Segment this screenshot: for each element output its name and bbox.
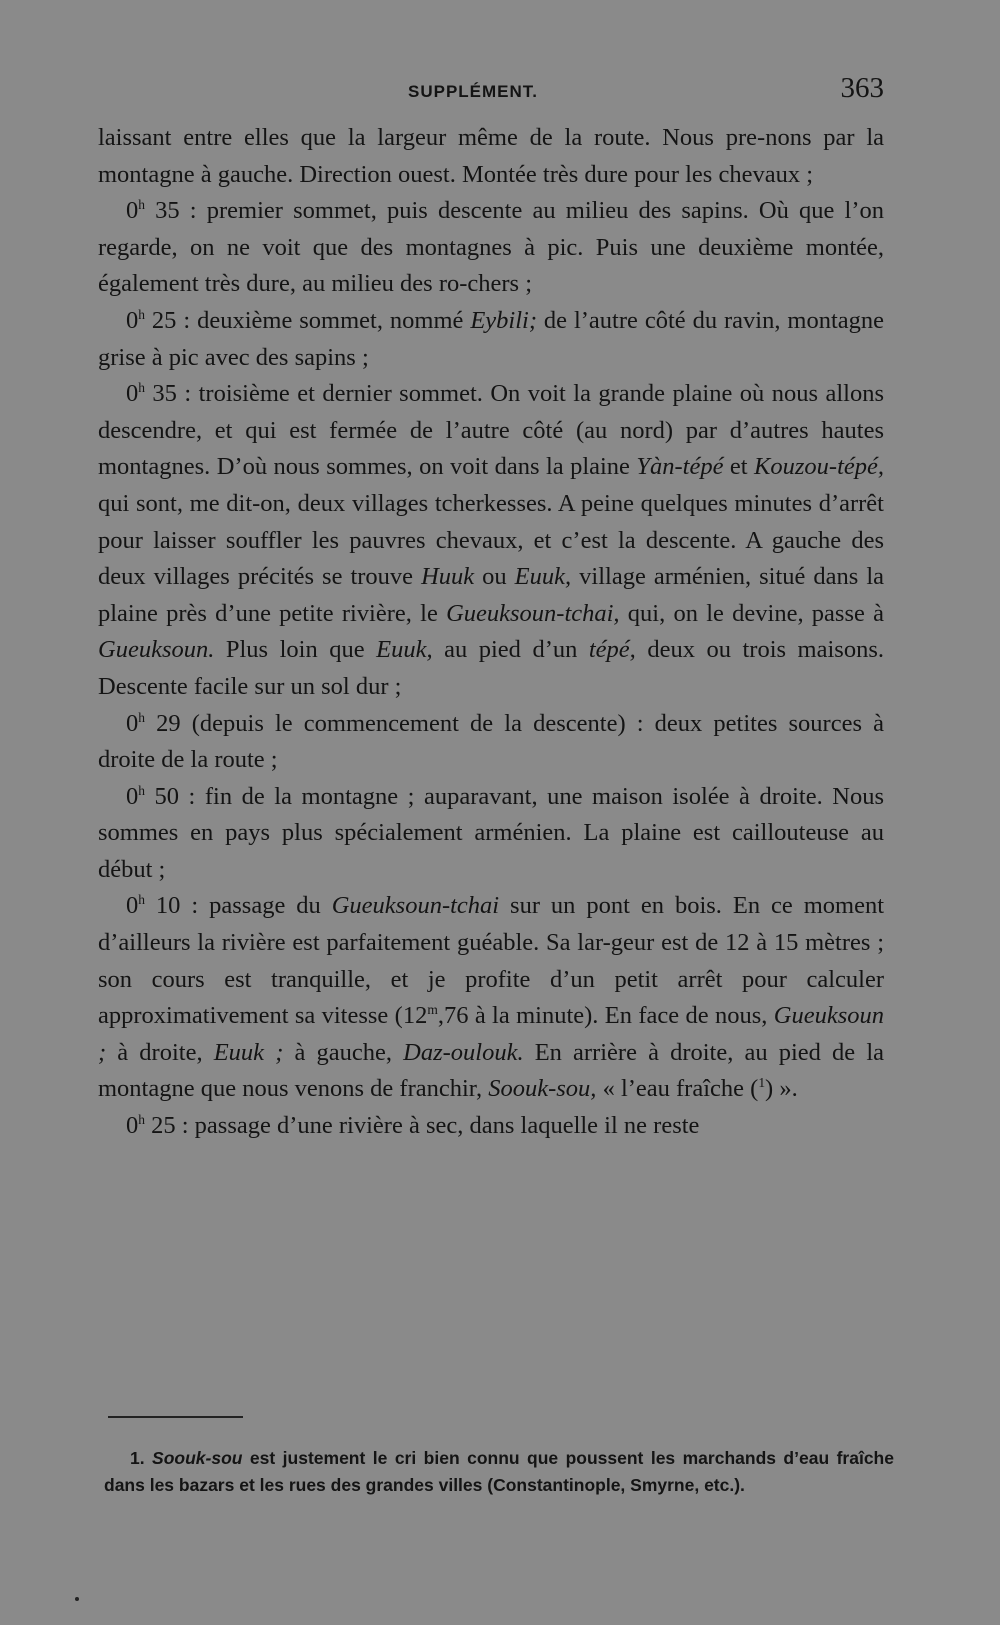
superscript: m (427, 1002, 438, 1018)
text-run: 0 (126, 892, 139, 920)
italic-term: Yàn-tépé (636, 453, 724, 481)
text-run: 0 (126, 306, 139, 334)
text-run: ) ». (765, 1075, 798, 1103)
italic-term: tépé, (588, 636, 636, 664)
footnote (104, 1445, 894, 1499)
text-run: ,76 à la minute). En face de nous, (437, 1002, 774, 1030)
page-number: 363 (840, 72, 884, 104)
text-run: est justement le cri bien connu que poussent les marchands d’eau fraîche dans les bazars et les rues des grandes villes (Constantinople, Smyrne, etc.). (104, 1448, 894, 1495)
paragraph (98, 120, 884, 193)
italic-term: Huuk (421, 563, 475, 591)
superscript: h (138, 1111, 145, 1127)
text-run: 29 (depuis le commencement de la descente) : deux petites sources à droite de la route ; (98, 709, 884, 774)
text-run: Plus loin que (214, 636, 377, 664)
superscript: h (138, 709, 145, 725)
text-run: qui, on le devine, passe à (619, 599, 884, 627)
text-run: deux ou trois maisons. Descente facile sur un sol dur ; (98, 636, 884, 700)
superscript: h (138, 782, 145, 798)
running-title: SUPPLÉMENT. (408, 82, 539, 101)
text-run: 1. (130, 1448, 153, 1468)
paragraph (98, 303, 884, 376)
text-run: 35 : troisième et dernier sommet. On voit la grande plaine où nous allons descendre, et qui est fermée de l’autre côté (au nord) par d’autres hautes montagnes. D’où nous sommes, on voit dans la plaine (98, 380, 884, 481)
text-run: 0 (126, 709, 139, 737)
text-run: 0 (126, 380, 139, 408)
text-run: à droite, (106, 1038, 214, 1066)
italic-term: Euuk, (376, 636, 433, 664)
text-run: de l’autre côté du ravin, montagne grise à pic avec des sapins ; (98, 306, 884, 371)
footnotes (104, 1445, 894, 1499)
italic-term: Euuk ; (213, 1038, 284, 1066)
superscript: h (138, 197, 145, 213)
text-run: qui sont, me dit-on, deux villages tcherkesses. A peine quelques minutes d’arrêt pour laisser souffler les pauvres chevaux, et c’est la descente. A gauche des deux villages précités se trouve (98, 489, 884, 591)
paragraph (98, 193, 884, 303)
text-run: 35 : premier sommet, puis descente au milieu des sapins. Où que l’on regarde, on ne voit que des montagnes à pic. Puis une deuxième montée, également très dure, au milieu des ro-chers ; (98, 197, 884, 298)
superscript: h (138, 380, 145, 395)
footnote-rule (108, 1416, 243, 1418)
superscript: h (138, 306, 145, 322)
text-run: 50 : fin de la montagne ; auparavant, une maison isolée à droite. Nous sommes en pays plus spécialement arménien. La plaine est caillouteuse au début ; (98, 782, 884, 883)
text-run: et (723, 453, 755, 481)
paragraph (98, 779, 884, 889)
text-run: ou (474, 563, 515, 591)
running-head (94, 72, 884, 112)
text-run: à gauche, (283, 1038, 404, 1066)
italic-term: Gueuksoun-tchai (331, 892, 500, 920)
text-run: 25 : deuxième sommet, nommé (144, 306, 471, 334)
text-run: village arménien, situé dans la plaine près d’une petite rivière, le (98, 563, 884, 627)
text-run: sur un pont en bois. En ce moment d’ailleurs la rivière est parfaitement guéable. Sa lar-geur est de 12 à 15 mètres ; son cours est tranquille, et je profite d’un petit arrêt pour calculer approximativement sa vitesse (12 (98, 892, 885, 1030)
text-run: En arrière à droite, au pied de la montagne que nous venons de franchir, (98, 1038, 884, 1103)
italic-term: Kouzou-tépé, (754, 453, 884, 481)
paragraph (98, 888, 884, 1108)
text-run: laissant entre elles que la largeur même de la route. Nous pre-nons par la montagne à gauche. Direction ouest. Montée très dure pour les chevaux ; (98, 124, 884, 188)
italic-term: Soouk-sou (152, 1448, 243, 1468)
text-run: 10 : passage du (144, 892, 332, 920)
body-text (98, 120, 884, 1145)
italic-term: Daz-oulouk. (403, 1038, 524, 1066)
print-speck (75, 1597, 79, 1601)
superscript: 1 (758, 1075, 766, 1091)
text-run: 0 (126, 1112, 139, 1140)
italic-term: Euuk, (514, 563, 572, 591)
text-run: 25 : passage d’une rivière à sec, dans laquelle il ne reste (144, 1112, 700, 1140)
paragraph (98, 376, 884, 705)
paragraph (98, 706, 884, 779)
paragraph (98, 1108, 884, 1145)
italic-term: Eybili; (470, 306, 537, 334)
italic-term: Soouk-sou, (488, 1075, 597, 1103)
superscript: h (138, 892, 145, 908)
text-run: « l’eau fraîche ( (596, 1075, 759, 1103)
italic-term: Gueuksoun. (98, 636, 215, 664)
italic-term: Gueuksoun-tchai, (446, 599, 620, 627)
text-run: au pied d’un (432, 636, 589, 664)
italic-term: Gueuksoun ; (98, 1002, 885, 1066)
text-run: 0 (126, 197, 139, 225)
text-run: 0 (126, 782, 139, 810)
